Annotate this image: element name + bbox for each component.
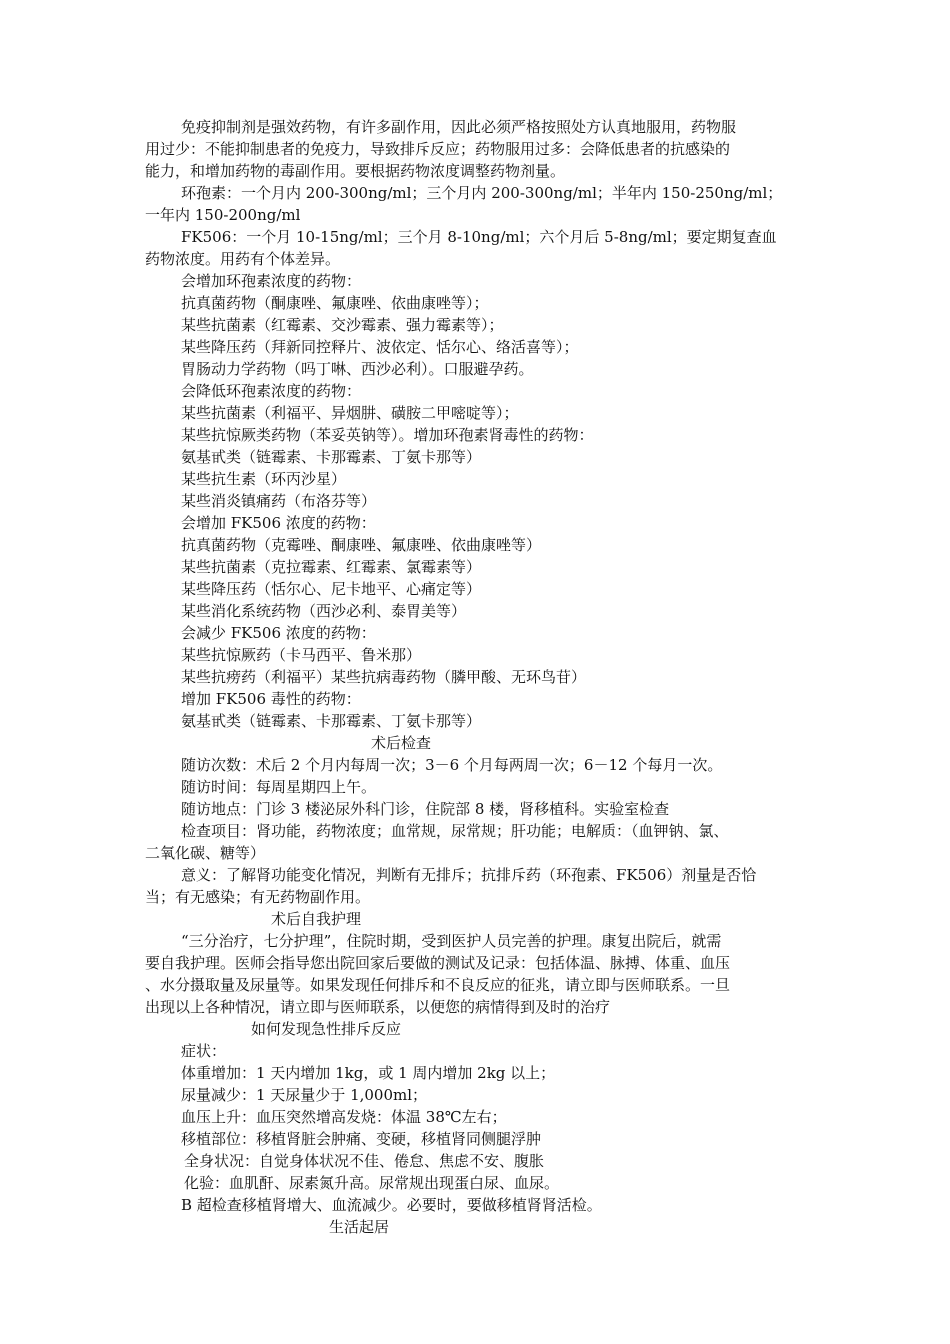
text-line: 移植部位：移植肾脏会肿痛、变硬，移植肾同侧腿浮肿 — [181, 1130, 542, 1148]
section-heading: 术后检查 — [371, 734, 432, 752]
text-line: 某些抗菌素（克拉霉素、红霉素、氯霉素等） — [181, 558, 482, 576]
section-heading: 术后自我护理 — [271, 910, 362, 928]
text-line: 体重增加：1 天内增加 1kg，或 1 周内增加 2kg 以上； — [181, 1064, 556, 1082]
text-line: 会降低环孢素浓度的药物： — [181, 382, 362, 400]
text-line: 当；有无感染；有无药物副作用。 — [145, 888, 371, 906]
text-line: 某些降压药（恬尔心、尼卡地平、心痛定等） — [181, 580, 482, 598]
text-line: 抗真菌药物（酮康唑、氟康唑、依曲康唑等）； — [181, 294, 489, 312]
text-line: B 超检查移植肾增大、血流减少。必要时，要做移植肾肾活检。 — [181, 1196, 602, 1214]
text-line: 某些抗菌素（红霉素、交沙霉素、强力霉素等）； — [181, 316, 504, 334]
text-line: 环孢素：一个月内 200-300ng/ml；三个月内 200-300ng/ml；半年内 150-250ng/ml； — [181, 184, 783, 202]
text-line: 血压上升：血压突然增高发烧：体温 38℃左右； — [181, 1108, 507, 1126]
text-line: 意义：了解肾功能变化情况，判断有无排斥；抗排斥药（环孢素、FK506）剂量是否恰 — [181, 866, 757, 884]
text-line: 出现以上各种情况，请立即与医师联系，以便您的病情得到及时的治疗 — [145, 998, 611, 1016]
text-line: 某些抗菌素（利福平、异烟肼、磺胺二甲嘧啶等）； — [181, 404, 519, 422]
text-line: 用过少：不能抑制患者的免疫力，导致排斥反应；药物服用过多：会降低患者的抗感染的 — [145, 140, 731, 158]
text-line: 随访地点：门诊 3 楼泌尿外科门诊，住院部 8 楼，肾移植科。实验室检查 — [181, 800, 670, 818]
text-line: 某些抗生素（环丙沙星） — [181, 470, 347, 488]
text-line: 胃肠动力学药物（吗丁啉、西沙必利）。口服避孕药。 — [181, 360, 534, 378]
text-line: 某些消炎镇痛药（布洛芬等） — [181, 492, 377, 510]
text-line: 某些抗痨药（利福平）某些抗病毒药物（膦甲酸、无环鸟苷） — [181, 668, 587, 686]
text-line: FK506：一个月 10-15ng/ml；三个月 8-10ng/ml；六个月后 5-8ng/ml；要定期复查血 — [181, 228, 777, 246]
text-line: 增加 FK506 毒性的药物： — [181, 690, 361, 708]
text-line: 会减少 FK506 浓度的药物： — [181, 624, 376, 642]
text-line: 药物浓度。用药有个体差异。 — [145, 250, 341, 268]
text-line: “三分治疗，七分护理”，住院时期，受到医护人员完善的护理。康复出院后，就需 — [181, 932, 722, 950]
text-line: 全身状况：自觉身体状况不佳、倦怠、焦虑不安、腹胀 — [184, 1152, 545, 1170]
text-line: 某些抗惊厥药（卡马西平、鲁米那） — [181, 646, 422, 664]
text-line: 氨基甙类（链霉素、卡那霉素、丁氨卡那等） — [181, 448, 482, 466]
text-line: 随访次数：术后 2 个月内每周一次；3－6 个月每两周一次；6－12 个每月一次。 — [181, 756, 723, 774]
text-line: 一年内 150-200ng/ml — [145, 206, 301, 224]
text-line: 某些抗惊厥类药物（苯妥英钠等）。增加环孢素肾毒性的药物： — [181, 426, 594, 444]
text-line: 尿量减少：1 天尿量少于 1,000ml； — [181, 1086, 428, 1104]
text-line: 会增加环孢素浓度的药物： — [181, 272, 362, 290]
text-line: 会增加 FK506 浓度的药物： — [181, 514, 376, 532]
section-heading: 如何发现急性排斥反应 — [251, 1020, 402, 1038]
text-line: 氨基甙类（链霉素、卡那霉素、丁氨卡那等） — [181, 712, 482, 730]
section-heading: 生活起居 — [329, 1218, 390, 1236]
text-line: 能力，和增加药物的毒副作用。要根据药物浓度调整药物剂量。 — [145, 162, 566, 180]
text-line: 要自我护理。医师会指导您出院回家后要做的测试及记录：包括体温、脉搏、体重、血压 — [145, 954, 731, 972]
text-line: 某些降压药（拜新同控释片、波依定、恬尔心、络活喜等）； — [181, 338, 579, 356]
text-line: 化验：血肌酐、尿素氮升高。尿常规出现蛋白尿、血尿。 — [184, 1174, 560, 1192]
text-line: 检查项目：肾功能，药物浓度；血常规，尿常规；肝功能；电解质：（血钾钠、氯、 — [181, 822, 729, 840]
text-line: 二氧化碳、糖等） — [145, 844, 266, 862]
text-line: 抗真菌药物（克霉唑、酮康唑、氟康唑、依曲康唑等） — [181, 536, 542, 554]
text-line: 、水分摄取量及尿量等。如果发现任何排斥和不良反应的征兆，请立即与医师联系。一旦 — [145, 976, 731, 994]
text-line: 症状： — [181, 1042, 227, 1060]
text-line: 免疫抑制剂是强效药物，有许多副作用，因此必须严格按照处方认真地服用，药物服 — [181, 118, 737, 136]
text-line: 随访时间：每周星期四上午。 — [181, 778, 377, 796]
text-line: 某些消化系统药物（西沙必利、泰胃美等） — [181, 602, 467, 620]
